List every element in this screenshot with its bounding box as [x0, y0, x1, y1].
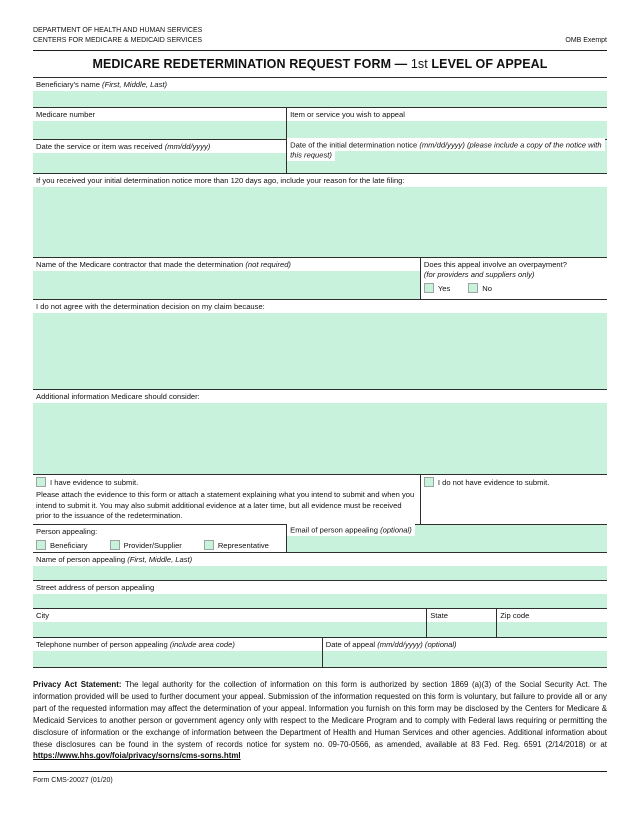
item-service-label: Item or service you wish to appeal [290, 110, 405, 120]
date-of-appeal-cell [322, 638, 607, 667]
contractor-input[interactable] [33, 271, 420, 299]
overpayment-no-label: No [482, 283, 492, 293]
phone-date-row [33, 638, 607, 668]
appellant-name-input[interactable] [33, 566, 607, 580]
city-state-zip-row [33, 609, 607, 638]
date-received-input[interactable] [33, 153, 286, 173]
additional-info-textarea[interactable] [33, 403, 607, 474]
state-label: State [430, 611, 448, 621]
appellant-name-label: Name of person appealing (First, Middle, Last) [36, 555, 193, 565]
provider-supplier-checkbox[interactable] [110, 540, 120, 550]
date-of-appeal-input[interactable] [323, 651, 607, 667]
form-title [33, 51, 607, 77]
street-address-cell [33, 581, 607, 608]
overpayment-options [421, 281, 607, 295]
form-footer [33, 771, 607, 784]
late-filing-cell [33, 174, 607, 257]
city-cell [33, 609, 426, 637]
medicare-number-cell [33, 108, 286, 139]
evidence-yes-option [33, 475, 420, 489]
contractor-cell [33, 258, 420, 299]
evidence-yes-cell [33, 475, 420, 524]
person-appealing-label: Person appealing: [36, 527, 98, 537]
beneficiary-name-input[interactable] [33, 91, 607, 107]
late-filing-label: If you received your initial determination notice more than 120 days ago, include your reason for the late filing: [36, 176, 405, 186]
overpayment-label: Does this appeal involve an overpayment? (for providers and suppliers only) [423, 260, 567, 280]
evidence-no-cell [420, 475, 607, 524]
overpayment-cell [420, 258, 607, 299]
beneficiary-name-label: Beneficiary's name (First, Middle, Last) [36, 80, 168, 90]
late-filing-textarea[interactable] [33, 187, 607, 257]
zip-cell [496, 609, 607, 637]
phone-cell [33, 638, 322, 667]
appellant-name-cell [33, 553, 607, 580]
evidence-note: Please attach the evidence to this form or attach a statement explaining what you intend to submit and when you intend to submit it. You may also submit additional evidence at a later time, but all evidence must be received prior to the issuance of the redetermination. [36, 490, 415, 521]
dates-row [33, 140, 607, 174]
omb-exempt-label: OMB Exempt [565, 37, 607, 45]
medicare-number-row [33, 108, 607, 140]
disagree-cell [33, 300, 607, 389]
email-input[interactable] [286, 525, 607, 552]
provider-supplier-option-label: Provider/Supplier [123, 540, 182, 550]
zip-label: Zip code [500, 611, 530, 621]
agency-name [33, 26, 202, 46]
date-received-label: Date the service or item was received (mm/dd/yyyy) [36, 142, 211, 152]
contractor-label: Name of the Medicare contractor that made the determination (not required) [36, 260, 291, 270]
beneficiary-checkbox[interactable] [36, 540, 46, 550]
agency-line1: DEPARTMENT OF HEALTH AND HUMAN SERVICES [33, 27, 203, 34]
person-appealing-row [33, 525, 607, 553]
overpayment-yes-checkbox[interactable] [424, 283, 434, 293]
email-label: Email of person appealing (optional) [287, 525, 607, 535]
state-cell [426, 609, 496, 637]
agency-line2: CENTERS FOR MEDICARE & MEDICAID SERVICES [33, 37, 203, 45]
person-appealing-cell [33, 525, 286, 552]
beneficiary-name-row [33, 78, 607, 108]
disagree-textarea[interactable] [33, 313, 607, 389]
city-label: City [36, 611, 50, 621]
privacy-body: The legal authority for the collection of information on this form is authorized by section 1869 (a)(3) of the Social Security Act. The information provided will be used to further document your appeal. Submission of the information requested on this form is voluntary, but failure to provide all or any part of the requested information may affect the determination of your appeal. Information you furnish on this form may be disclosed by the Centers for Medicare & Medicaid Services to another person or government agency only with respect to the Medicare Program and to comply with Federal laws requiring or permitting the disclosure of information or the exchange of information between the Department of Health and Human Services and other agencies. Additional information about these disclosures can be found in the system of records notice for system no. 09-70-0566, as amended, available at 83 Fed. Reg. 6591 (2/14/2018) or at [33, 680, 607, 749]
street-address-label: Street address of person appealing [36, 583, 155, 593]
form-title-pre: MEDICARE REDETERMINATION REQUEST FORM — [92, 57, 411, 72]
city-input[interactable] [33, 622, 426, 637]
evidence-yes-checkbox[interactable] [36, 477, 46, 487]
form-title-level-number: 1st [410, 57, 428, 72]
evidence-no-option [421, 475, 607, 489]
representative-option-label: Representative [217, 540, 269, 550]
late-filing-row [33, 174, 607, 258]
date-of-appeal-label: Date of appeal (mm/dd/yyyy) (optional) [325, 640, 457, 650]
privacy-sorns-link[interactable]: https://www.hhs.gov/foia/privacy/sorns/cms-sorns.html [33, 751, 241, 761]
item-service-input[interactable] [287, 121, 607, 139]
form-header [33, 26, 607, 50]
form-body [33, 77, 607, 668]
form-number: Form CMS-20027 (01/20) [33, 777, 113, 785]
phone-input[interactable] [33, 651, 322, 667]
privacy-heading: Privacy Act Statement: [33, 680, 122, 690]
medicare-number-input[interactable] [33, 121, 286, 139]
state-input[interactable] [427, 622, 496, 637]
additional-info-cell [33, 390, 607, 474]
disagree-row [33, 300, 607, 390]
privacy-act-statement [33, 679, 607, 762]
additional-info-label: Additional information Medicare should consider: [36, 392, 200, 402]
contractor-row [33, 258, 607, 300]
evidence-no-label: I do not have evidence to submit. [437, 477, 550, 487]
evidence-yes-label: I have evidence to submit. [50, 477, 139, 487]
evidence-row [33, 475, 607, 525]
representative-checkbox[interactable] [204, 540, 214, 550]
evidence-no-checkbox[interactable] [424, 477, 434, 487]
medicare-number-label: Medicare number [36, 110, 96, 120]
street-address-row [33, 581, 607, 609]
form-title-post: LEVEL OF APPEAL [427, 57, 548, 72]
appellant-name-row [33, 553, 607, 581]
beneficiary-option-label: Beneficiary [50, 540, 88, 550]
item-service-cell [286, 108, 607, 139]
phone-label: Telephone number of person appealing (include area code) [36, 640, 235, 650]
beneficiary-name-cell [33, 78, 607, 107]
overpayment-yes-label: Yes [437, 283, 451, 293]
person-appealing-options [33, 538, 286, 552]
date-notice-label: Date of the initial determination notice (mm/dd/yyyy) (please include a copy of the notice with this request) [287, 140, 607, 160]
disagree-label: I do not agree with the determination decision on my claim because: [36, 302, 265, 312]
date-received-cell [33, 140, 286, 173]
additional-info-row [33, 390, 607, 475]
overpayment-no-checkbox[interactable] [468, 283, 478, 293]
date-notice-input[interactable] [286, 140, 607, 173]
zip-input[interactable] [497, 622, 607, 637]
street-address-input[interactable] [33, 594, 607, 608]
